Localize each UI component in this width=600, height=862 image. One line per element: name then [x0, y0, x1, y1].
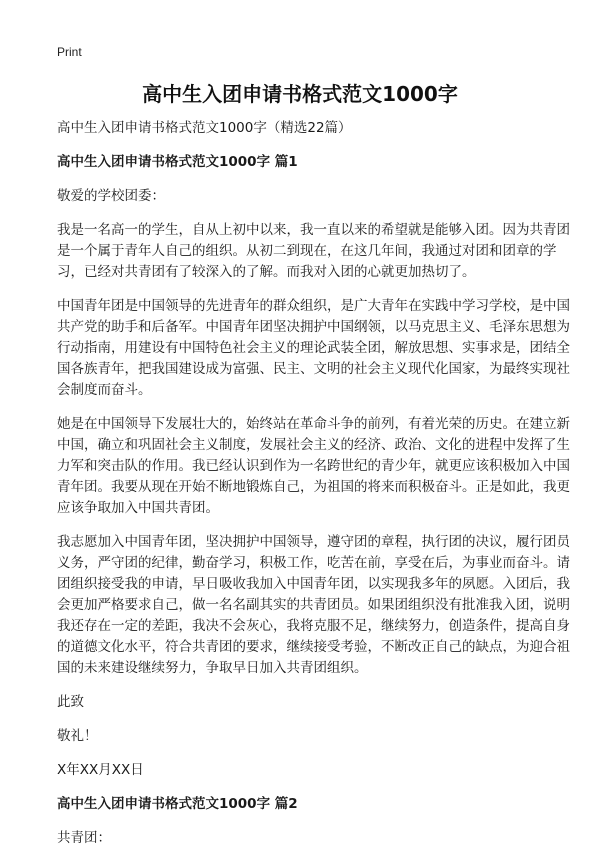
paragraph-4: 我志愿加入中国青年团，坚决拥护中国领导，遵守团的章程，执行团的决议，履行团员义务，严守团的纪律，勤奋学习，积极工作，吃苦在前，享受在后，为事业而奋斗。请团组织接受我的申请，早日吸收我加入中国青年团，以实现我多年的夙愿。入团后，我会更加严格要求自己，做一名名副其实的共青团员。如果团组织没有批准我入团，说明我还存在一定的差距，我决不会灰心，我将克服不足，继续努力，创造条件，提高自身的道德文化水平，符合共青团的要求，继续接受考验，不断改正自己的缺点，为迎合祖国的未来建设继续努力，争取早日加入共青团组织。 — [57, 534, 570, 676]
page-title: 高中生入团申请书格式范文1000字 — [142, 82, 458, 106]
paragraph-1: 我是一名高一的学生，自从上初中以来，我一直以来的希望就是能够入团。因为共青团是一个属于青年人自己的组织。从初二到现在，在这几年间，我通过对团和团章的学习，已经对共青团有了较深入的了解。而我对入团的心就更加热切了。 — [57, 222, 570, 280]
print-link[interactable]: Print — [57, 45, 82, 59]
regards: 敬礼！ — [57, 728, 98, 744]
salutation-2: 共青团： — [57, 830, 111, 846]
article-heading-2: 高中生入团申请书格式范文1000字 篇2 — [57, 796, 298, 812]
document-subtitle: 高中生入团申请书格式范文1000字（精选22篇） — [57, 120, 352, 136]
paragraph-3: 她是在中国领导下发展壮大的，始终站在革命斗争的前列，有着光荣的历史。在建立新中国，确立和巩固社会主义制度，发展社会主义的经济、政治、文化的进程中发挥了生力军和突击队的作用。我已经认识到作为一名跨世纪的青少年，就更应该积极加入中国青年团。我要从现在开始不断地锻炼自己，为祖国的将来而积极奋斗。正是如此，我更应该争取加入中国共青团。 — [57, 416, 570, 516]
paragraph-2: 中国青年团是中国领导的先进青年的群众组织，是广大青年在实践中学习学校，是中国共产党的助手和后备军。中国青年团坚决拥护中国纲领，以马克思主义、毛泽东思想为行动指南，用建设有中国特色社会主义的理论武装全团，解放思想、实事求是，团结全国各族青年，把我国建设成为富强、民主、文明的社会主义现代化国家，为最终实现社会制度而奋斗。 — [57, 298, 570, 398]
document-body — [57, 118, 575, 862]
date: X年XX月XX日 — [57, 762, 144, 778]
article-heading-1: 高中生入团申请书格式范文1000字 篇1 — [57, 154, 298, 170]
salutation-1: 敬爱的学校团委： — [57, 188, 165, 204]
closing: 此致 — [57, 694, 84, 710]
